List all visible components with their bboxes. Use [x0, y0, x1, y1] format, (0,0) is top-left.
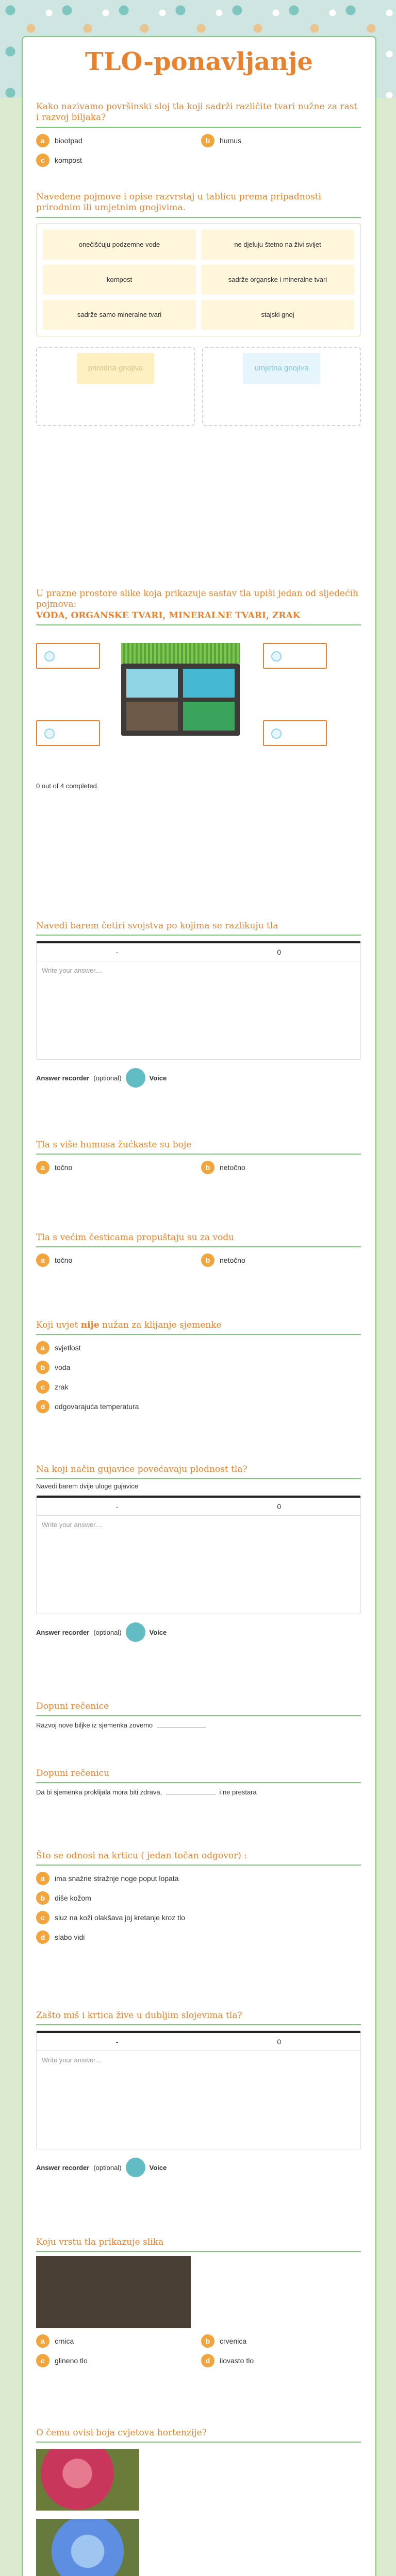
question-6: [36, 1232, 361, 1267]
answer-recorder: [36, 1068, 361, 1088]
sentence-text: Razvoj nove biljke iz sjemenka zovemo: [36, 1721, 153, 1730]
question-2-title: Navedene pojmove i opise razvrstaj u tablicu prema pripadnosti prirodnim ili umjetnim gnojivima.: [36, 192, 321, 213]
editor-toolbar: [37, 1496, 360, 1516]
question-4: [36, 921, 361, 1088]
question-7-title: Koji uvjet nije nužan za klijanje sjemenke: [36, 1320, 222, 1330]
sentence-text: Da bi sjemenka proklijala mora biti zdrava,: [36, 1788, 162, 1797]
question-11: [36, 1851, 361, 1944]
answer-recorder: [36, 2158, 361, 2177]
option-d[interactable]: d slabo vidi: [36, 1930, 361, 1944]
option-c[interactable]: c sluz na koži olakšava joj kretanje kroz tlo: [36, 1911, 361, 1924]
option-label: zrak: [55, 1383, 69, 1392]
question-12: [36, 2010, 361, 2177]
option-label: ima snažne stražnje noge poput lopata: [55, 1874, 179, 1883]
option-a[interactable]: a točno: [36, 1253, 196, 1267]
question-8-subtitle: Navedi barem dvije uloge gujavice: [36, 1482, 139, 1490]
question-13-title: Koju vrstu tla prikazuje slika: [36, 2237, 164, 2247]
option-label: crvenica: [220, 2337, 247, 2346]
drag-card-grid: [36, 223, 361, 336]
divider: [36, 1782, 361, 1783]
toolbar-minus[interactable]: -: [116, 2038, 119, 2046]
hydrangea-blue-photo: [36, 2519, 139, 2576]
drag-card[interactable]: stajski gnoj: [201, 300, 354, 330]
option-b[interactable]: b netočno: [201, 1161, 361, 1174]
question-14-title: O čemu ovisi boja cvjetova hortenzije?: [36, 2428, 207, 2438]
voice-record-button[interactable]: [126, 1068, 145, 1088]
question-3-terms: VODA, ORGANSKE TVARI, MINERALNE TVARI, ZRAK: [36, 610, 301, 621]
answer-textarea[interactable]: Write your answer....: [42, 967, 103, 975]
divider: [36, 1865, 361, 1866]
option-a[interactable]: a crnica: [36, 2334, 196, 2348]
drop-field[interactable]: [36, 720, 100, 746]
option-b[interactable]: b netočno: [201, 1253, 361, 1267]
option-label: slabo vidi: [55, 1933, 85, 1942]
option-b[interactable]: b voda: [36, 1361, 361, 1374]
option-b[interactable]: b diše kožom: [36, 1891, 361, 1905]
soil-diagram: [121, 664, 240, 736]
drop-zone-prirodna[interactable]: [36, 347, 195, 426]
option-d[interactable]: d ilovasto tlo: [201, 2354, 361, 2367]
question-13: [36, 2237, 361, 2367]
option-label: ilovasto tlo: [220, 2357, 254, 2365]
editor-toolbar: [37, 2031, 360, 2051]
drag-card[interactable]: onečišćuju podzemne vode: [43, 230, 196, 260]
divider: [36, 935, 361, 936]
question-9-title: Dopuni rečenice: [36, 1701, 109, 1711]
option-label: diše kožom: [55, 1894, 91, 1903]
option-a[interactable]: a svjetlost: [36, 1341, 361, 1354]
divider: [36, 1715, 361, 1716]
question-9: [36, 1701, 361, 1729]
option-c[interactable]: c glineno tlo: [36, 2354, 196, 2367]
option-label: točno: [55, 1256, 73, 1265]
progress-text: 0 out of 4 completed.: [36, 782, 99, 790]
voice-label: Voice: [149, 1628, 167, 1636]
divider: [36, 1246, 361, 1247]
answer-editor: [36, 941, 361, 1060]
option-label: odgovarajuća temperatura: [55, 1402, 139, 1411]
toolbar-count: 0: [277, 1502, 282, 1511]
hydrangea-red-photo: [36, 2449, 139, 2511]
voice-label: Voice: [149, 2163, 167, 2172]
divider: [36, 1154, 361, 1155]
question-5: [36, 1140, 361, 1174]
recorder-label: Answer recorder: [36, 1074, 90, 1082]
question-3: [36, 588, 361, 790]
recorder-optional: (optional): [93, 1628, 122, 1636]
divider: [36, 624, 361, 625]
toolbar-count: 0: [277, 2038, 282, 2046]
voice-record-button[interactable]: [126, 2158, 145, 2177]
voice-label: Voice: [149, 1074, 167, 1082]
option-c[interactable]: c zrak: [36, 1380, 361, 1394]
option-label: humus: [220, 136, 242, 145]
toolbar-minus[interactable]: -: [116, 948, 119, 957]
drag-card[interactable]: sadrže organske i mineralne tvari: [201, 265, 354, 295]
option-c[interactable]: c kompost: [36, 154, 196, 167]
option-label: kompost: [55, 156, 82, 164]
voice-record-button[interactable]: [126, 1622, 145, 1642]
recorder-optional: (optional): [93, 2163, 122, 2172]
question-3-title: U prazne prostore slike koja prikazuje sastav tla upiši jedan od sljedećih pojmova:: [36, 588, 358, 610]
answer-editor: [36, 1495, 361, 1614]
option-label: glineno tlo: [55, 2357, 88, 2365]
question-8: [36, 1464, 361, 1642]
option-a[interactable]: a biootpad: [36, 134, 196, 147]
option-label: netočno: [220, 1163, 245, 1172]
option-d[interactable]: d odgovarajuća temperatura: [36, 1400, 361, 1413]
drop-zone-label: prirodna gnojiva: [77, 353, 154, 384]
drop-zone-label: umjetna gnojiva: [243, 353, 320, 384]
option-label: voda: [55, 1363, 71, 1372]
answer-editor: [36, 2030, 361, 2149]
question-2: [36, 192, 361, 426]
option-label: svjetlost: [55, 1344, 81, 1352]
recorder-label: Answer recorder: [36, 1628, 90, 1636]
drag-card[interactable]: kompost: [43, 265, 196, 295]
divider: [36, 2024, 361, 2025]
drop-field[interactable]: [263, 720, 327, 746]
drop-field[interactable]: [36, 643, 100, 669]
soil-photo: [36, 2256, 191, 2328]
option-label: biootpad: [55, 136, 82, 145]
question-7: [36, 1320, 361, 1413]
option-label: točno: [55, 1163, 73, 1172]
question-1-title: Kako nazivamo površinski sloj tla koji sadrži različite tvari nužne za rast i razvoj biljaka?: [36, 101, 358, 123]
answer-recorder: [36, 1622, 361, 1642]
question-4-title: Navedi barem četiri svojstva po kojima se razlikuju tla: [36, 921, 278, 931]
worksheet-page: [22, 36, 376, 2576]
option-b[interactable]: b humus: [201, 134, 361, 147]
divider: [36, 1334, 361, 1335]
question-5-title: Tla s više humusa žućkaste su boje: [36, 1140, 192, 1150]
grass-illustration: [121, 643, 240, 664]
divider: [36, 2442, 361, 2443]
page-title: TLO-ponavljanje: [23, 47, 375, 76]
option-a[interactable]: a točno: [36, 1161, 196, 1174]
question-1: [36, 101, 361, 167]
question-14: [36, 2428, 361, 2576]
drop-field[interactable]: [263, 643, 327, 669]
option-b[interactable]: b crvenica: [201, 2334, 361, 2348]
answer-textarea[interactable]: Write your answer....: [42, 1521, 103, 1529]
divider: [36, 127, 361, 128]
question-6-title: Tla s većim česticama propuštaju su za vodu: [36, 1232, 235, 1243]
question-10-title: Dopuni rečenicu: [36, 1768, 110, 1778]
drag-card[interactable]: ne djeluju štetno na živi svijet: [201, 230, 354, 260]
option-label: netočno: [220, 1256, 245, 1265]
drag-card[interactable]: sadrže samo mineralne tvari: [43, 300, 196, 330]
drop-zone-umjetna[interactable]: [202, 347, 361, 426]
question-8-title: Na koji način gujavice povećavaju plodnost tla?: [36, 1464, 248, 1475]
option-label: crnica: [55, 2337, 74, 2346]
option-a[interactable]: a ima snažne stražnje noge poput lopata: [36, 1872, 361, 1885]
toolbar-count: 0: [277, 948, 282, 957]
option-label: sluz na koži olakšava joj kretanje kroz tlo: [55, 1913, 185, 1922]
question-11-title: Što se odnosi na krticu ( jedan točan odgovor) :: [36, 1851, 248, 1861]
editor-toolbar: [37, 941, 360, 961]
toolbar-minus[interactable]: -: [116, 1502, 119, 1511]
divider: [36, 1478, 361, 1479]
answer-textarea[interactable]: Write your answer....: [42, 2056, 103, 2064]
divider: [36, 217, 361, 218]
recorder-label: Answer recorder: [36, 2163, 90, 2172]
sentence-text: i ne prestara: [219, 1788, 257, 1797]
question-12-title: Zašto miš i krtica žive u dubljim slojevima tla?: [36, 2010, 242, 2021]
recorder-optional: (optional): [93, 1074, 122, 1082]
divider: [36, 2251, 361, 2252]
question-10: [36, 1768, 361, 1796]
